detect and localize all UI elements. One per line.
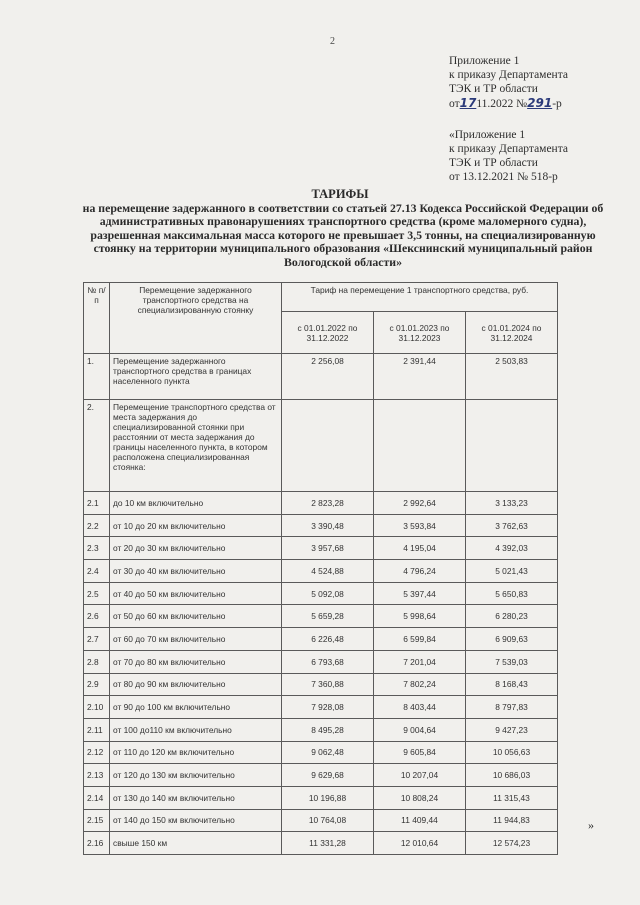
- row-name: свыше 150 км: [110, 832, 282, 855]
- row-num: 2.8: [84, 650, 110, 673]
- table-row: [84, 560, 558, 583]
- row-value: 10 207,04: [374, 764, 466, 787]
- row-value: 9 427,23: [466, 718, 558, 741]
- row-value: 6 909,63: [466, 628, 558, 651]
- table-row: [84, 764, 558, 787]
- appendix-line: к приказу Департамента: [449, 69, 568, 81]
- handwritten-number: 291: [527, 96, 553, 110]
- row-value: 12 010,64: [374, 832, 466, 855]
- row-value: 2 503,83: [466, 354, 558, 400]
- row-value: 6 280,23: [466, 605, 558, 628]
- row-value: 7 802,24: [374, 673, 466, 696]
- table-row: [84, 400, 558, 492]
- row-num: 2.6: [84, 605, 110, 628]
- tariff-table: [83, 282, 558, 855]
- row-value: 3 762,63: [466, 514, 558, 537]
- table-row: [84, 492, 558, 515]
- row-value: 4 796,24: [374, 560, 466, 583]
- row-name: от 40 до 50 км включительно: [110, 582, 282, 605]
- row-num: 2.5: [84, 582, 110, 605]
- appendix-line: ТЭК и ТР области: [449, 83, 538, 95]
- header-name: Перемещение задержанного транспортного средства на специализированную стоянку: [110, 283, 282, 354]
- row-value: 6 226,48: [282, 628, 374, 651]
- row-num: 2.14: [84, 786, 110, 809]
- row-num: 2.2: [84, 514, 110, 537]
- row-name: от 140 до 150 км включительно: [110, 809, 282, 832]
- row-value: 2 992,64: [374, 492, 466, 515]
- row-name: от 50 до 60 км включительно: [110, 605, 282, 628]
- handwritten-day: 17: [459, 96, 477, 110]
- row-value: 3 593,84: [374, 514, 466, 537]
- number-suffix: -р: [552, 98, 562, 110]
- row-value: 7 928,08: [282, 696, 374, 719]
- row-name: от 20 до 30 км включительно: [110, 537, 282, 560]
- row-value: [374, 400, 466, 492]
- table-row: [84, 514, 558, 537]
- row-value: 11 331,28: [282, 832, 374, 855]
- row-value: 4 195,04: [374, 537, 466, 560]
- row-value: 5 092,08: [282, 582, 374, 605]
- date-prefix: от: [449, 98, 460, 110]
- row-num: 2.15: [84, 809, 110, 832]
- row-value: 12 574,23: [466, 832, 558, 855]
- row-num: 2.7: [84, 628, 110, 651]
- row-value: 4 392,03: [466, 537, 558, 560]
- appendix-date-line: [449, 96, 568, 111]
- row-value: 3 390,48: [282, 514, 374, 537]
- row-value: 6 793,68: [282, 650, 374, 673]
- row-num: 2.13: [84, 764, 110, 787]
- appendix-line: ТЭК и ТР области: [449, 157, 538, 169]
- row-value: 8 168,43: [466, 673, 558, 696]
- row-num: 2.4: [84, 560, 110, 583]
- table-row: [84, 718, 558, 741]
- row-value: 11 409,44: [374, 809, 466, 832]
- row-num: 1.: [84, 354, 110, 400]
- row-value: 5 659,28: [282, 605, 374, 628]
- row-value: 8 495,28: [282, 718, 374, 741]
- row-num: 2.: [84, 400, 110, 492]
- row-name: от 30 до 40 км включительно: [110, 560, 282, 583]
- row-value: 10 764,08: [282, 809, 374, 832]
- table-row: [84, 832, 558, 855]
- row-value: 8 797,83: [466, 696, 558, 719]
- table-row: [84, 582, 558, 605]
- row-value: 10 196,88: [282, 786, 374, 809]
- table-row: [84, 354, 558, 400]
- row-value: 11 315,43: [466, 786, 558, 809]
- row-value: 9 605,84: [374, 741, 466, 764]
- row-value: [282, 400, 374, 492]
- row-value: [466, 400, 558, 492]
- row-name: от 60 до 70 км включительно: [110, 628, 282, 651]
- row-num: 2.11: [84, 718, 110, 741]
- document-subtitle: на перемещение задержанного в соответствии со статьей 27.13 Кодекса Российской Федерации об административных правонарушениях транспортного средства (кроме маломерного судна), разрешенная максимальная масса которого не превышает 3,5 тонны, на специализированную стоянку на территории муниципального образования «Шекснинский муниципальный район Вологодской области»: [82, 201, 604, 269]
- row-num: 2.12: [84, 741, 110, 764]
- appendix-line: от 13.12.2021 № 518-р: [449, 171, 558, 183]
- appendix-line: к приказу Департамента: [449, 143, 568, 155]
- row-value: 7 201,04: [374, 650, 466, 673]
- row-value: 6 599,84: [374, 628, 466, 651]
- row-num: 2.9: [84, 673, 110, 696]
- appendix-line: «Приложение 1: [449, 129, 526, 141]
- appendix-current: [449, 54, 568, 111]
- row-value: 5 397,44: [374, 582, 466, 605]
- table-row: [84, 650, 558, 673]
- header-num: № п/п: [84, 283, 110, 354]
- table-row: [84, 605, 558, 628]
- row-name: до 10 км включительно: [110, 492, 282, 515]
- row-value: 5 650,83: [466, 582, 558, 605]
- table-row: [84, 628, 558, 651]
- row-value: 2 391,44: [374, 354, 466, 400]
- header-period: с 01.01.2023 по 31.12.2023: [374, 312, 466, 354]
- row-value: 11 944,83: [466, 809, 558, 832]
- row-value: 3 133,23: [466, 492, 558, 515]
- row-value: 3 957,68: [282, 537, 374, 560]
- header-period: с 01.01.2022 по 31.12.2022: [282, 312, 374, 354]
- row-name: от 10 до 20 км включительно: [110, 514, 282, 537]
- row-value: 10 056,63: [466, 741, 558, 764]
- appendix-previous: [449, 128, 568, 184]
- row-name: от 80 до 90 км включительно: [110, 673, 282, 696]
- row-name: от 130 до 140 км включительно: [110, 786, 282, 809]
- row-num: 2.3: [84, 537, 110, 560]
- table-row: [84, 673, 558, 696]
- page-number: 2: [330, 36, 335, 47]
- header-tariff: Тариф на перемещение 1 транспортного средства, руб.: [282, 283, 558, 312]
- row-value: 2 823,28: [282, 492, 374, 515]
- row-value: 4 524,88: [282, 560, 374, 583]
- appendix-line: Приложение 1: [449, 55, 520, 67]
- table-row: [84, 809, 558, 832]
- row-value: 5 998,64: [374, 605, 466, 628]
- document-title: ТАРИФЫ: [311, 187, 369, 201]
- table-row: [84, 741, 558, 764]
- table-row: [84, 786, 558, 809]
- row-value: 7 360,88: [282, 673, 374, 696]
- row-value: 2 256,08: [282, 354, 374, 400]
- row-value: 10 808,24: [374, 786, 466, 809]
- row-num: 2.1: [84, 492, 110, 515]
- table-row: [84, 537, 558, 560]
- row-value: 5 021,43: [466, 560, 558, 583]
- row-name: от 70 до 80 км включительно: [110, 650, 282, 673]
- header-period: с 01.01.2024 по 31.12.2024: [466, 312, 558, 354]
- row-value: 10 686,03: [466, 764, 558, 787]
- closing-quote: »: [588, 818, 594, 832]
- row-value: 9 629,68: [282, 764, 374, 787]
- row-value: 7 539,03: [466, 650, 558, 673]
- row-name: Перемещение задержанного транспортного средства в границах населенного пункта: [110, 354, 282, 400]
- row-value: 8 403,44: [374, 696, 466, 719]
- date-rest: 11.2022 №: [476, 98, 528, 110]
- row-name: от 90 до 100 км включительно: [110, 696, 282, 719]
- table-row: [84, 696, 558, 719]
- row-value: 9 062,48: [282, 741, 374, 764]
- row-name: Перемещение транспортного средства от места задержания до специализированной стоянки при расстоянии от места задержания до границы населенного пункта, в котором расположена специализированная стоянка:: [110, 400, 282, 492]
- row-name: от 120 до 130 км включительно: [110, 764, 282, 787]
- row-num: 2.16: [84, 832, 110, 855]
- row-name: от 100 до110 км включительно: [110, 718, 282, 741]
- row-num: 2.10: [84, 696, 110, 719]
- row-value: 9 004,64: [374, 718, 466, 741]
- row-name: от 110 до 120 км включительно: [110, 741, 282, 764]
